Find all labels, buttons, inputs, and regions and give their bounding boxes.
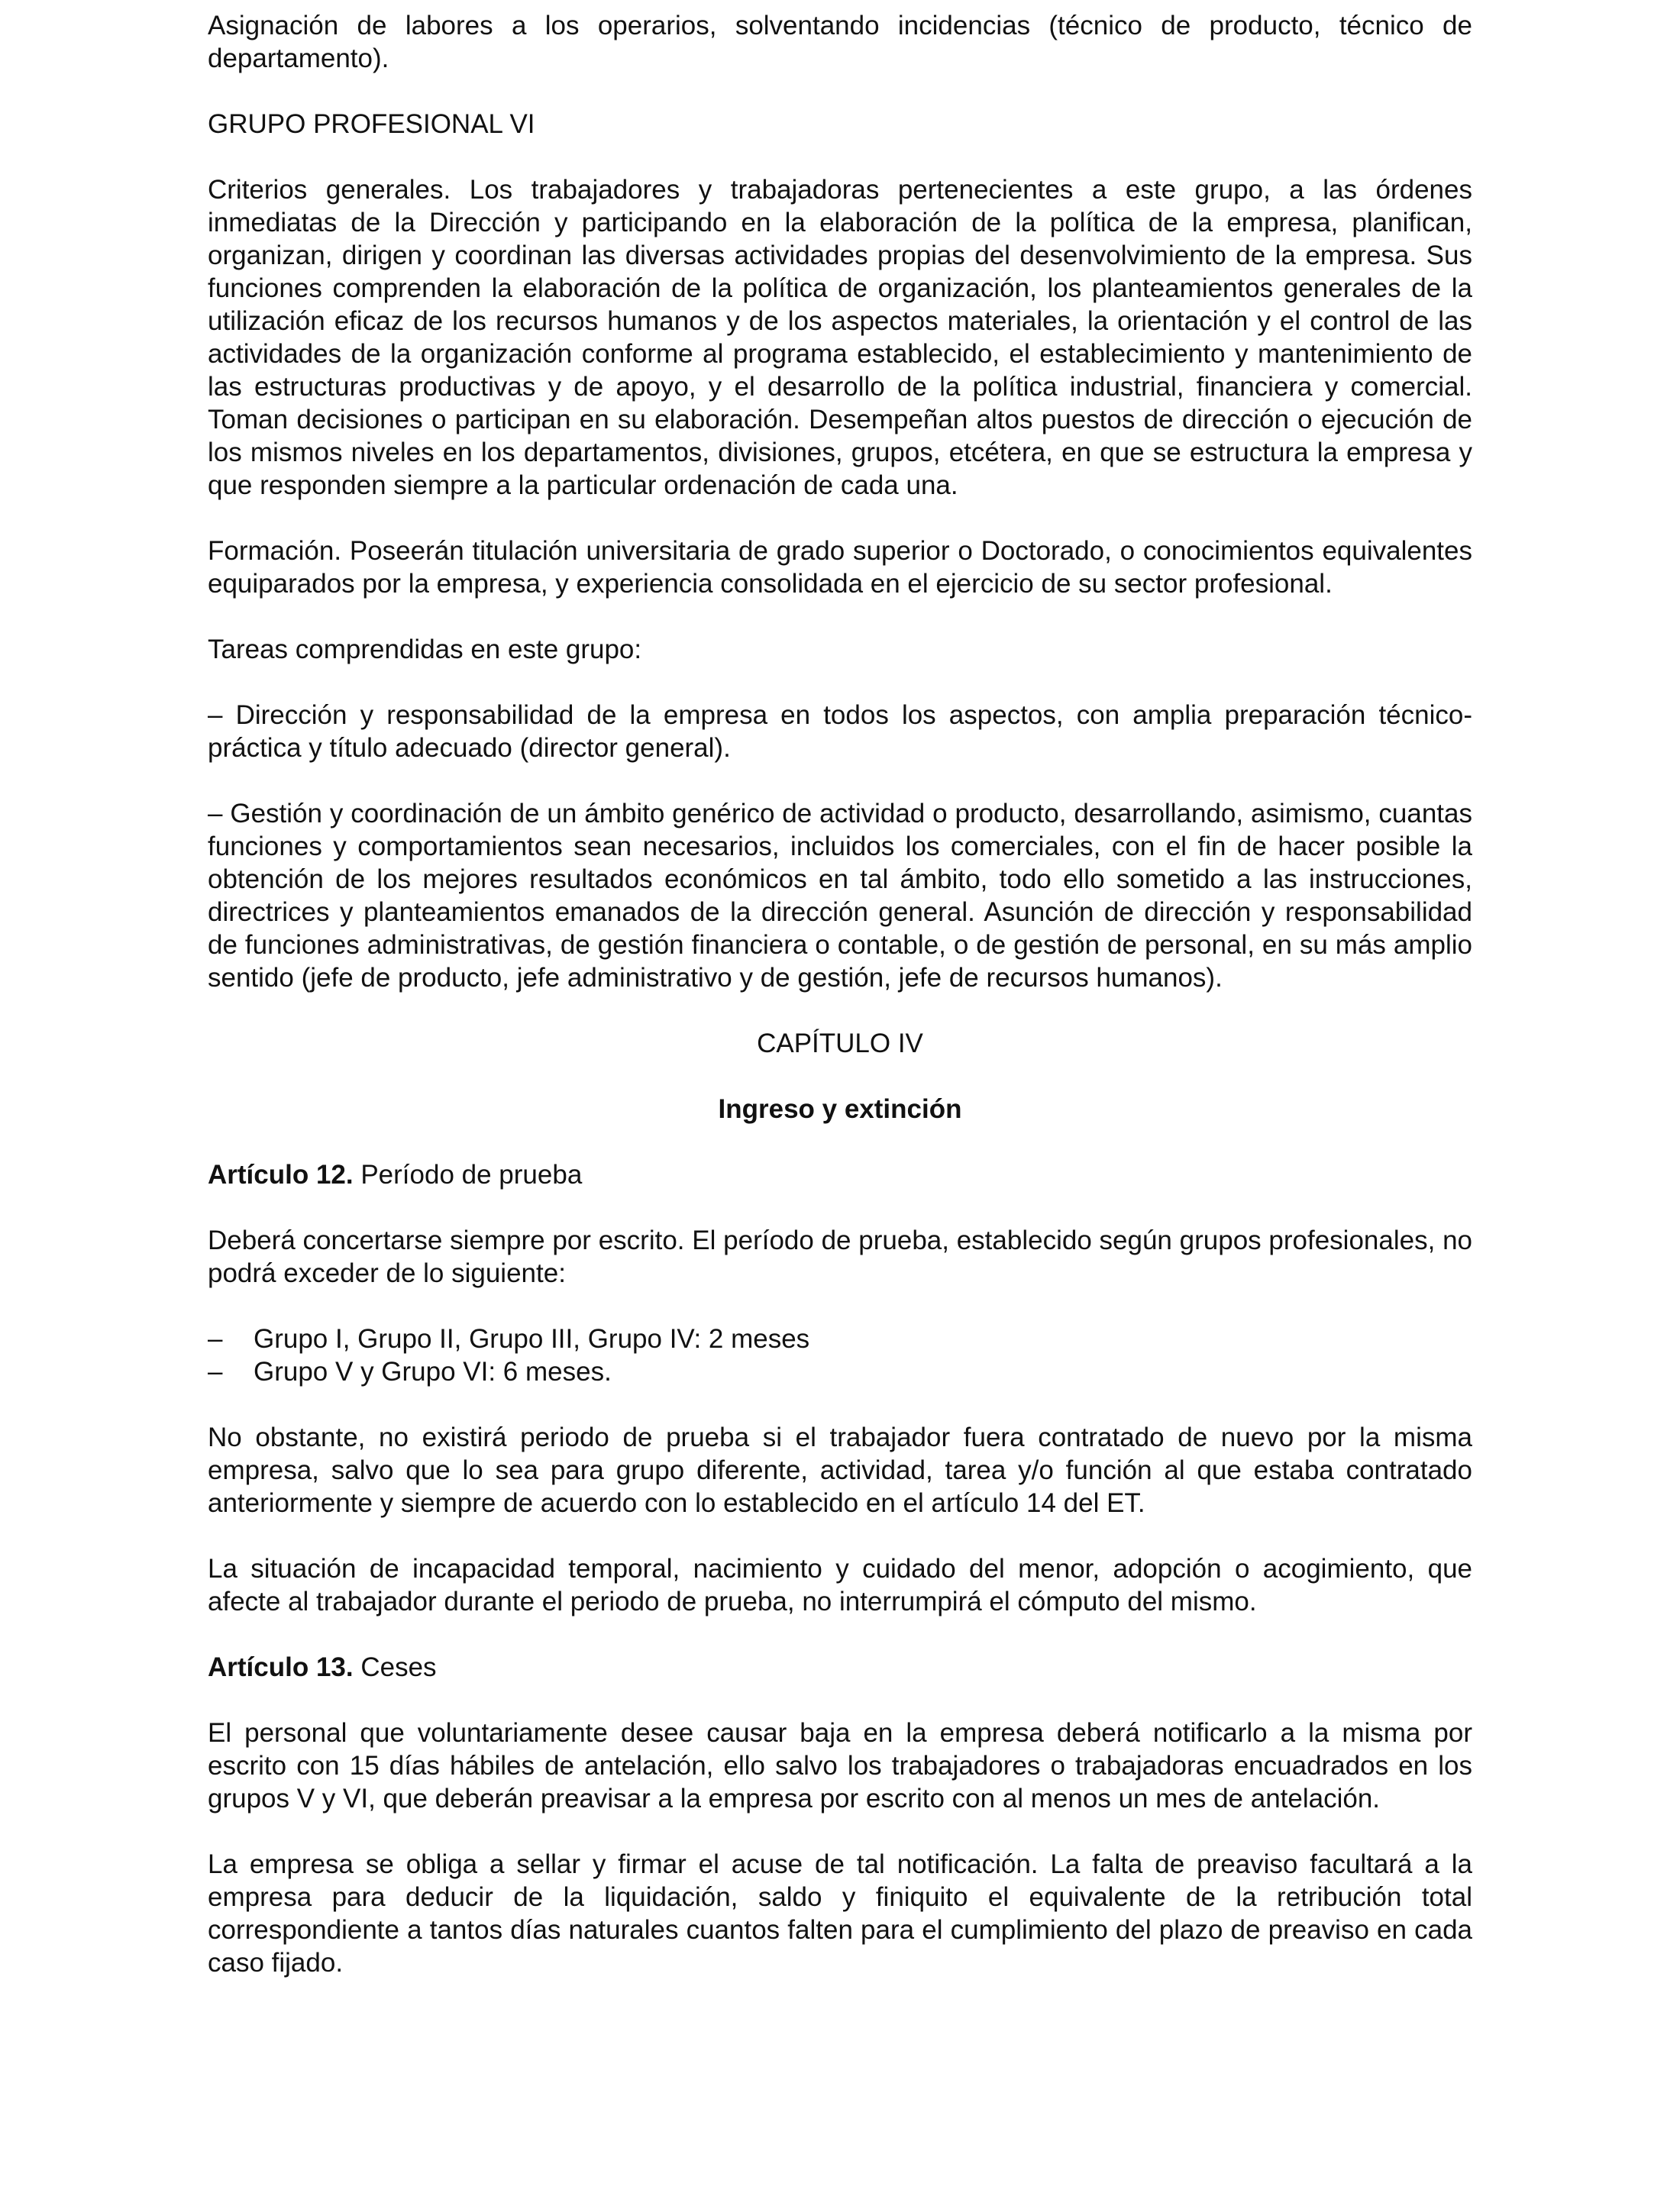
list-item: [208, 1355, 1472, 1388]
list-item-text: Grupo V y Grupo VI: 6 meses.: [254, 1357, 612, 1387]
article-13-heading: [208, 1651, 1472, 1684]
article-12-heading: [208, 1158, 1472, 1191]
tarea-1-paragraph: – Dirección y responsabilidad de la empresa en todos los aspectos, con amplia preparación técnico-práctica y título adecuado (director general).: [208, 700, 1472, 763]
intro-paragraph: Asignación de labores a los operarios, solventando incidencias (técnico de producto, técnico de departamento).: [208, 11, 1472, 73]
article-13-label: Artículo 13.: [208, 1652, 354, 1682]
list-item-text: Grupo I, Grupo II, Grupo III, Grupo IV: 2 meses: [254, 1324, 810, 1354]
article-13-paragraph-1: El personal que voluntariamente desee causar baja en la empresa deberá notificarlo a la misma por escrito con 15 días hábiles de antelación, ello salvo los trabajadores o trabajadoras encuadrados en los grupos V y VI, que deberán preavisar a la empresa por escrito con al menos un mes de antelación.: [208, 1718, 1472, 1814]
document-page: [208, 0, 1472, 1979]
list-dash: –: [208, 1324, 223, 1354]
list-item: [208, 1323, 1472, 1355]
chapter-subtitle: Ingreso y extinción: [718, 1094, 962, 1124]
formacion-paragraph: Formación. Poseerán titulación universitaria de grado superior o Doctorado, o conocimientos equivalentes equiparados por la empresa, y experiencia consolidada en el ejercicio de su sector profesional.: [208, 536, 1472, 599]
tarea-2-paragraph: – Gestión y coordinación de un ámbito genérico de actividad o producto, desarrollando, asimismo, cuantas funciones y comportamientos sean necesarios, incluidos los comerciales, con el fin de hacer posible la obtención de los mejores resultados económicos en tal ámbito, todo ello sometido a las instrucciones, directrices y planteamientos emanados de la dirección general. Asunción de dirección y responsabilidad de funciones administrativas, de gestión financiera o contable, o de gestión de personal, en su más amplio sentido (jefe de producto, jefe administrativo y de gestión, jefe de recursos humanos).: [208, 799, 1472, 993]
article-13-title: Ceses: [353, 1652, 437, 1682]
criterios-paragraph: Criterios generales. Los trabajadores y trabajadoras pertenecientes a este grupo, a las órdenes inmediatas de la Dirección y participando en la elaboración de la política de la empresa, planifican, organizan, dirigen y coordinan las diversas actividades propias del desenvolvimiento de la empresa. Sus funciones comprenden la elaboración de la política de organización, los planteamientos generales de la utilización eficaz de los recursos humanos y de los aspectos materiales, la orientación y el control de las actividades de la organización conforme al programa establecido, el establecimiento y mantenimiento de las estructuras productivas y de apoyo, y el desarrollo de la política industrial, financiera y comercial. Toman decisiones o participan en su elaboración. Desempeñan altos puestos de dirección o ejecución de los mismos niveles en los departamentos, divisiones, grupos, etcétera, en que se estructura la empresa y que responden siempre a la particular ordenación de cada una.: [208, 175, 1472, 500]
group-vi-heading: GRUPO PROFESIONAL VI: [208, 109, 535, 139]
article-12-paragraph-1: Deberá concertarse siempre por escrito. El período de prueba, establecido según grupos profesionales, no podrá exceder de lo siguiente:: [208, 1226, 1472, 1288]
trial-period-list: [208, 1323, 1472, 1388]
article-12-title: Período de prueba: [353, 1160, 583, 1190]
article-12-label: Artículo 12.: [208, 1160, 354, 1190]
article-13-paragraph-2: La empresa se obliga a sellar y firmar el acuse de tal notificación. La falta de preaviso facultará a la empresa para deducir de la liquidación, saldo y finiquito el equivalente de la retribución total correspondiente a tantos días naturales cuantos falten para el cumplimiento del plazo de preaviso en cada caso fijado.: [208, 1849, 1472, 1978]
tareas-heading: Tareas comprendidas en este grupo:: [208, 635, 642, 664]
article-12-paragraph-3: La situación de incapacidad temporal, nacimiento y cuidado del menor, adopción o acogimiento, que afecte al trabajador durante el periodo de prueba, no interrumpirá el cómputo del mismo.: [208, 1554, 1472, 1616]
article-12-paragraph-2: No obstante, no existirá periodo de prueba si el trabajador fuera contratado de nuevo por la misma empresa, salvo que lo sea para grupo diferente, actividad, tarea y/o función al que estaba contratado anteriormente y siempre de acuerdo con lo establecido en el artículo 14 del ET.: [208, 1423, 1472, 1518]
list-dash: –: [208, 1357, 223, 1387]
chapter-title: CAPÍTULO IV: [757, 1029, 923, 1058]
